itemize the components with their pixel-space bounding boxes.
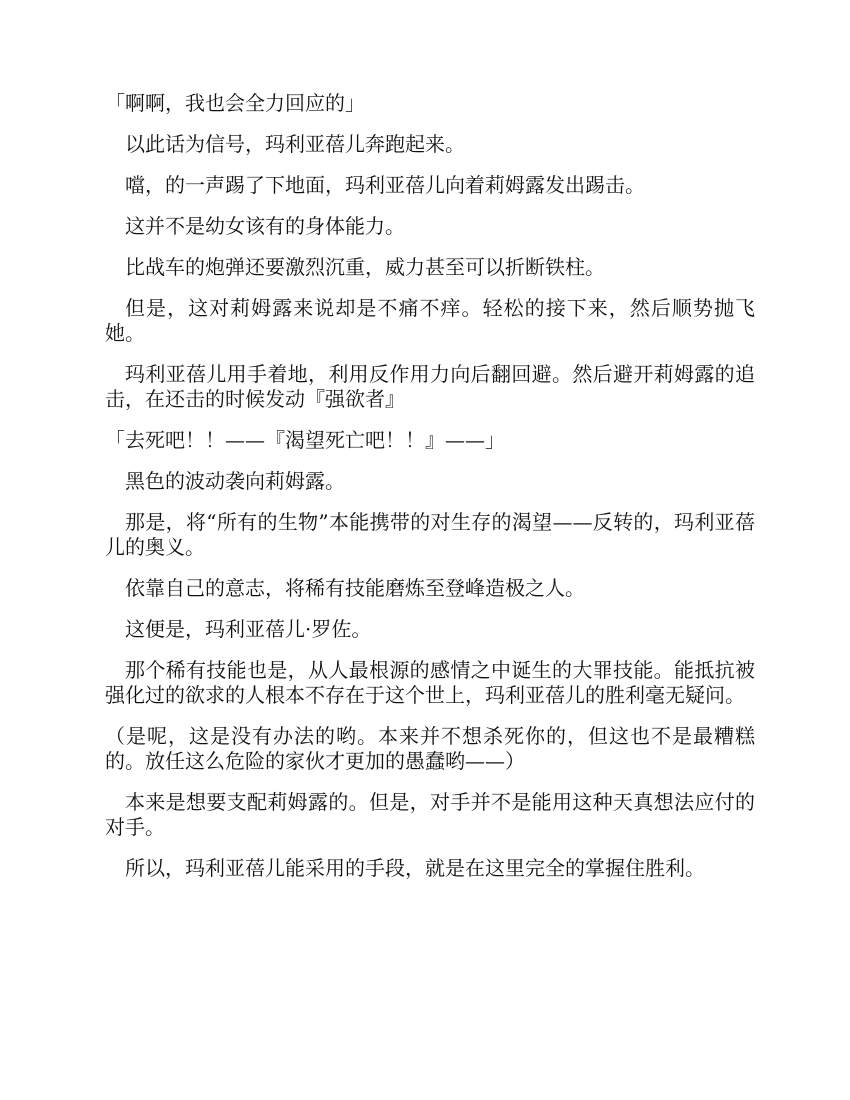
paragraph-11: 依靠自己的意志，将稀有技能磨炼至登峰造极之人。 <box>125 576 585 600</box>
paragraph-7: 玛利亚蓓儿用手着地，利用反作用力向后翻回避。然后避开莉姆露的追击，在还击的时候发动『强欲者』 <box>105 362 755 411</box>
paragraph-12: 这便是，玛利亚蓓儿·罗佐。 <box>125 617 372 641</box>
paragraph-4: 这并不是幼女该有的身体能力。 <box>125 214 405 238</box>
paragraph-2: 以此话为信号，玛利亚蓓儿奔跑起来。 <box>125 132 465 156</box>
document-body <box>105 91 755 897</box>
paragraph-15: 本来是想要支配莉姆露的。但是，对手并不是能用这种天真想法应付的对手。 <box>105 790 755 839</box>
paragraph-5: 比战车的炮弹还要激烈沉重，威力甚至可以折断铁柱。 <box>125 255 605 279</box>
paragraph-16: 所以，玛利亚蓓儿能采用的手段，就是在这里完全的掌握住胜利。 <box>125 856 705 880</box>
paragraph-10: 那是，将“所有的生物”本能携带的对生存的渴望——反转的，玛利亚蓓儿的奥义。 <box>105 510 755 559</box>
paragraph-1: 「啊啊，我也会全力回应的」 <box>105 91 365 115</box>
paragraph-3: 噹，的一声踢了下地面，玛利亚蓓儿向着莉姆露发出踢击。 <box>125 173 645 197</box>
paragraph-14: （是呢，这是没有办法的哟。本来并不想杀死你的，但这也不是最糟糕的。放任这么危险的家伙才更加的愚蠢哟——） <box>105 724 755 773</box>
paragraph-9: 黑色的波动袭向莉姆露。 <box>125 469 345 493</box>
paragraph-6: 但是，这对莉姆露来说却是不痛不痒。轻松的接下来，然后顺势抛飞她。 <box>105 296 755 345</box>
paragraph-8: 「去死吧！！——『渴望死亡吧！！』——」 <box>105 428 505 452</box>
paragraph-13: 那个稀有技能也是，从人最根源的感情之中诞生的大罪技能。能抵抗被强化过的欲求的人根本不存在于这个世上，玛利亚蓓儿的胜利毫无疑问。 <box>105 658 755 707</box>
